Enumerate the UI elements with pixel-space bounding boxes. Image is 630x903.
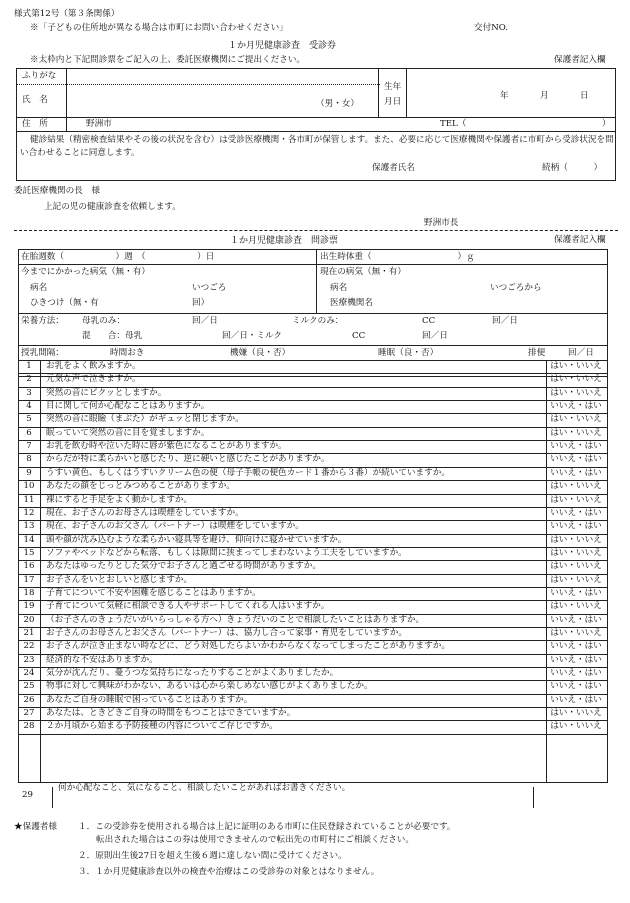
answer-choice[interactable]: はい・いいえ: [550, 561, 602, 572]
question-number: 13: [23, 521, 35, 532]
question-text: 現在、お子さんのお母さんは喫煙をしていますか。: [46, 507, 244, 518]
answer-choice[interactable]: はい・いいえ: [550, 534, 602, 545]
question-number: 6: [26, 427, 32, 438]
question-row: [18, 360, 608, 373]
name-label: 氏 名: [22, 95, 48, 105]
question-number: 2: [26, 374, 32, 385]
question-row: [18, 494, 608, 507]
answer-choice[interactable]: いいえ・はい: [550, 681, 602, 692]
question-text: 経済的な不安はありますか。: [46, 654, 158, 665]
question-text: お子さんのお母さんとお父さん（パートナー）は、協力し合って家事・育児をしていますか。: [46, 628, 407, 638]
question-row: [18, 694, 608, 707]
question-text: あなたは、ときどきご自身の時間をもつことはできていますか。: [46, 708, 296, 719]
seizure-times: 回）: [192, 298, 210, 308]
question-number: 24: [23, 668, 35, 679]
question-number: 1: [26, 361, 32, 371]
answer-choice[interactable]: いいえ・はい: [550, 694, 602, 705]
current-illness: 現在の病気（無・有）: [320, 267, 406, 277]
question-number: 15: [23, 547, 35, 558]
question-row: [18, 574, 608, 587]
request-text: 上記の児の健康診査を依頼します。: [44, 202, 181, 212]
question-number: 26: [23, 694, 35, 705]
question-number: 4: [26, 401, 32, 412]
question-number: 14: [23, 534, 35, 545]
question-row: [18, 640, 608, 653]
issue-number-label: 交付NO.: [474, 23, 508, 33]
question-number: 22: [23, 641, 35, 652]
answer-choice[interactable]: はい・いいえ: [550, 361, 602, 371]
clinic-name-label: 医療機関名: [330, 298, 373, 308]
question-text: あなたはゆったりとした気分でお子さんと過ごせる時間がありますか。: [46, 561, 321, 572]
stool-per-day: 回／日: [568, 348, 594, 358]
question-row: [18, 520, 608, 533]
question-text: ２か月頃から始まる予防接種の内容についてご存じですか。: [46, 721, 278, 732]
question-number: 16: [23, 561, 35, 572]
question-row: [18, 440, 608, 453]
question-text: お子さんが泣き止まない時などに、どう対処したらよいかわからなくなってしまったことがありますか。: [46, 641, 450, 652]
answer-choice[interactable]: いいえ・はい: [550, 654, 602, 665]
question-row: [18, 614, 608, 627]
question-row: [18, 587, 608, 600]
tel-label: TEL（: [440, 119, 467, 129]
guardian-name-label: 保護者氏名: [372, 163, 415, 173]
relation-label: 続柄（ ）: [542, 163, 603, 173]
question-number: 27: [23, 708, 35, 719]
question-number: 11: [23, 494, 35, 505]
sleep: 睡眠（良・否）: [378, 348, 439, 358]
question-text: ソファやベッドなどから転落、もしくは隙間に挟まってしまわないよう工夫をしていますか。: [46, 547, 407, 558]
question-number: 3: [26, 387, 32, 398]
question-number: 18: [23, 587, 35, 598]
note-1a: １．この受診券を使用される場合は上記に証明のある市町に住民登録されていることが必要です。: [78, 822, 456, 832]
question-text: 子育てについて気軽に相談できる人やサポートしてくれる人はいますか。: [46, 601, 330, 612]
breast-only: 母乳のみ：: [82, 316, 125, 326]
question-number: 5: [26, 414, 32, 425]
answer-choice[interactable]: いいえ・はい: [550, 401, 602, 412]
question-row: [18, 720, 608, 733]
cut-line: [14, 230, 618, 231]
q29-text: 何か心配なこと、気になること、相談したいことがあればお書きください。: [58, 783, 351, 793]
per-day-milk: 回／日・ミルク: [222, 331, 282, 341]
hours-interval: 時間おき: [110, 348, 145, 358]
questionnaire-guardian-fill: 保護者記入欄: [554, 235, 606, 245]
tel-close: ）: [602, 119, 611, 129]
question-text: 気分が沈んだり、憂うつな気持ちになったりすることがよくありましたか。: [46, 668, 339, 679]
question-row-divider: [18, 734, 608, 735]
answer-choice[interactable]: はい・いいえ: [550, 708, 602, 719]
cc-2: CC: [352, 331, 366, 341]
answer-choice[interactable]: はい・いいえ: [550, 387, 602, 398]
institution-head: 委託医療機関の長 様: [14, 186, 100, 196]
question-row: [18, 373, 608, 386]
question-row: [18, 427, 608, 440]
feeding-interval: 授乳間隔：: [21, 348, 64, 358]
answer-choice[interactable]: はい・いいえ: [550, 481, 602, 492]
question-row: [18, 387, 608, 400]
question-number: 28: [23, 721, 35, 732]
consent-text: 健診結果（精密検査結果やその後の状況を含む）は受診医療機関・各市町が保管します。また、必要に応じて医療機関や保護者に市町から受診状況を問い合わせることに同意します。: [20, 135, 614, 158]
answer-choice[interactable]: はい・いいえ: [550, 494, 602, 505]
question-row: [18, 413, 608, 426]
question-number: 17: [23, 574, 35, 585]
guardian-fill-label: 保護者記入欄: [554, 55, 606, 65]
question-row: [18, 507, 608, 520]
answer-choice[interactable]: いいえ・はい: [550, 441, 602, 452]
question-row: [18, 667, 608, 680]
answer-choice[interactable]: はい・いいえ: [550, 427, 602, 438]
address-city: 野洲市: [86, 119, 112, 129]
question-number: 8: [26, 454, 32, 465]
question-text: お子さんをいとおしいと感じますか。: [46, 574, 193, 585]
answer-choice[interactable]: いいえ・はい: [550, 614, 602, 625]
gestational-weeks: 在胎週数（ ）週 （ ）日: [21, 252, 215, 262]
per-day-3: 回／日: [422, 331, 448, 341]
question-text: お乳をよく飲みますか。: [46, 361, 141, 371]
guardian-note-label: ★保護者様: [14, 822, 57, 832]
mixed-label: 混 合：母乳: [82, 331, 143, 341]
address-label: 住 所: [22, 119, 48, 129]
answer-choice[interactable]: いいえ・はい: [550, 507, 602, 518]
milk-only: ミルクのみ：: [292, 316, 344, 326]
birth-weight: 出生時体重（ ）ｇ: [320, 252, 475, 262]
question-text: あなたの顔をじっとみつめることがありますか。: [46, 481, 235, 492]
when-label: いつごろ: [192, 283, 227, 293]
note-2: ２．原則出生後27日を超え生後６週に達しない間に受けてください。: [78, 851, 347, 861]
answer-choice[interactable]: はい・いいえ: [550, 547, 602, 558]
question-text: 頭や顔が沈み込むような柔らかい寝具等を避け、仰向けに寝かせていますか。: [46, 534, 347, 545]
answer-choice[interactable]: はい・いいえ: [550, 574, 602, 585]
answer-choice[interactable]: いいえ・はい: [550, 467, 602, 478]
notice-top: ※「子どもの住所地が異なる場合は市町にお問い合わせください」: [30, 23, 288, 33]
birth-year: 年: [500, 91, 509, 101]
answer-choice[interactable]: はい・いいえ: [550, 628, 602, 638]
ticket-instruction: ※太枠内と下記問診票をご記入の上、委託医療機関にご提出ください。: [30, 55, 306, 65]
question-number: 21: [23, 628, 35, 638]
question-text: （お子さんのきょうだいがいらっしゃる方へ）きょうだいのことで相談したいことはありますか。: [46, 614, 425, 625]
mood: 機嫌（良・否）: [230, 348, 291, 358]
note-3: ３．１か月児健康診査以外の検査や治療はこの受診券の対象とはなりません。: [78, 867, 380, 877]
question-row: [18, 480, 608, 493]
disease-name-label: 病名: [30, 283, 48, 293]
birth-label-1: 生年: [384, 82, 402, 92]
per-day-1: 回／日: [192, 316, 218, 326]
question-number: 23: [23, 654, 35, 665]
gender-select[interactable]: （男・女）: [316, 99, 359, 109]
question-number: 9: [26, 467, 32, 478]
question-text: 目に関して何か心配なことはありますか。: [46, 401, 210, 412]
question-number: 19: [23, 601, 35, 612]
answer-choice[interactable]: いいえ・はい: [550, 668, 602, 679]
answer-choice[interactable]: いいえ・はい: [550, 454, 602, 465]
question-row: [18, 547, 608, 560]
form-number: 様式第12号（第３条関係）: [14, 9, 120, 19]
answer-choice[interactable]: いいえ・はい: [550, 587, 602, 598]
seizure-label: ひきつけ（無・有: [30, 298, 99, 308]
mayor-label: 野洲市長: [424, 218, 459, 228]
birth-label-2: 月日: [384, 97, 402, 107]
question-row: [18, 560, 608, 573]
question-text: あなたご自身の睡眠で困っていることはありますか。: [46, 694, 253, 705]
question-text: 物事に対して興味がわかない、あるいは心から楽しめない感じがよくありましたか。: [46, 681, 373, 692]
question-text: お乳を飲む時や泣いた時に唇が紫色になることがありますか。: [46, 441, 287, 452]
disease-name-label-2: 病名: [330, 283, 348, 293]
question-text: 現在、お子さんのお父さん（パートナー）は喫煙をしていますか。: [46, 521, 304, 532]
question-row: [18, 707, 608, 720]
question-row: [18, 400, 608, 413]
question-row: [18, 680, 608, 693]
answer-choice[interactable]: いいえ・はい: [550, 641, 602, 652]
question-text: 眠っていて突然の音に目を覚ましますか。: [46, 427, 210, 438]
question-text: うすい黄色、もしくはうすいクリーム色の便（母子手帳の便色カード１番から３番）が続いていますか。: [46, 467, 450, 478]
question-number: 12: [23, 507, 35, 518]
cc-1: CC: [422, 316, 436, 326]
answer-choice[interactable]: はい・いいえ: [550, 721, 602, 732]
question-text: 突然の音にビクッとしますか。: [46, 387, 167, 398]
note-1b: 転出された場合はこの券は使用できませんので転出先の市町村にご相談ください。: [96, 835, 414, 845]
question-text: 元気な声で泣きますか。: [46, 374, 141, 385]
question-number: 10: [23, 481, 35, 492]
question-text: 突然の音に眼瞼（まぶた）がギュッと閉じますか。: [46, 414, 244, 425]
question-row: [18, 600, 608, 613]
question-text: 裸にすると手足をよく動かしますか。: [46, 494, 193, 505]
answer-choice[interactable]: はい・いいえ: [550, 374, 602, 385]
question-row: [18, 654, 608, 667]
question-text: からだが特に柔らかいと感じたり、逆に硬いと感じたことがありますか。: [46, 454, 330, 465]
since-when-label: いつごろから: [490, 283, 542, 293]
birth-month: 月: [540, 91, 549, 101]
question-row: [18, 467, 608, 480]
question-number: 25: [23, 681, 35, 692]
furigana-label: ふりがな: [22, 71, 57, 81]
nutrition-label: 栄養方法：: [21, 316, 64, 326]
question-number: 7: [26, 441, 32, 452]
question-row: [18, 453, 608, 466]
question-text: 子育てについて不安や困難を感じることはありますか。: [46, 587, 261, 598]
q29-number: 29: [22, 790, 33, 800]
ticket-title: １か月児健康診査 受診券: [228, 41, 337, 51]
birth-day: 日: [580, 91, 589, 101]
past-illness: 今までにかかった病気（無・有）: [21, 267, 150, 277]
per-day-2: 回／日: [492, 316, 518, 326]
stool-label: 排便: [528, 348, 546, 358]
answer-choice[interactable]: いいえ・はい: [550, 521, 602, 532]
question-row: [18, 534, 608, 547]
questionnaire-title: １か月児健康診査 問診票: [230, 236, 339, 246]
question-number: 20: [23, 614, 35, 625]
answer-choice[interactable]: はい・いいえ: [550, 414, 602, 425]
question-row: [18, 627, 608, 640]
answer-choice[interactable]: はい・いいえ: [550, 601, 602, 612]
